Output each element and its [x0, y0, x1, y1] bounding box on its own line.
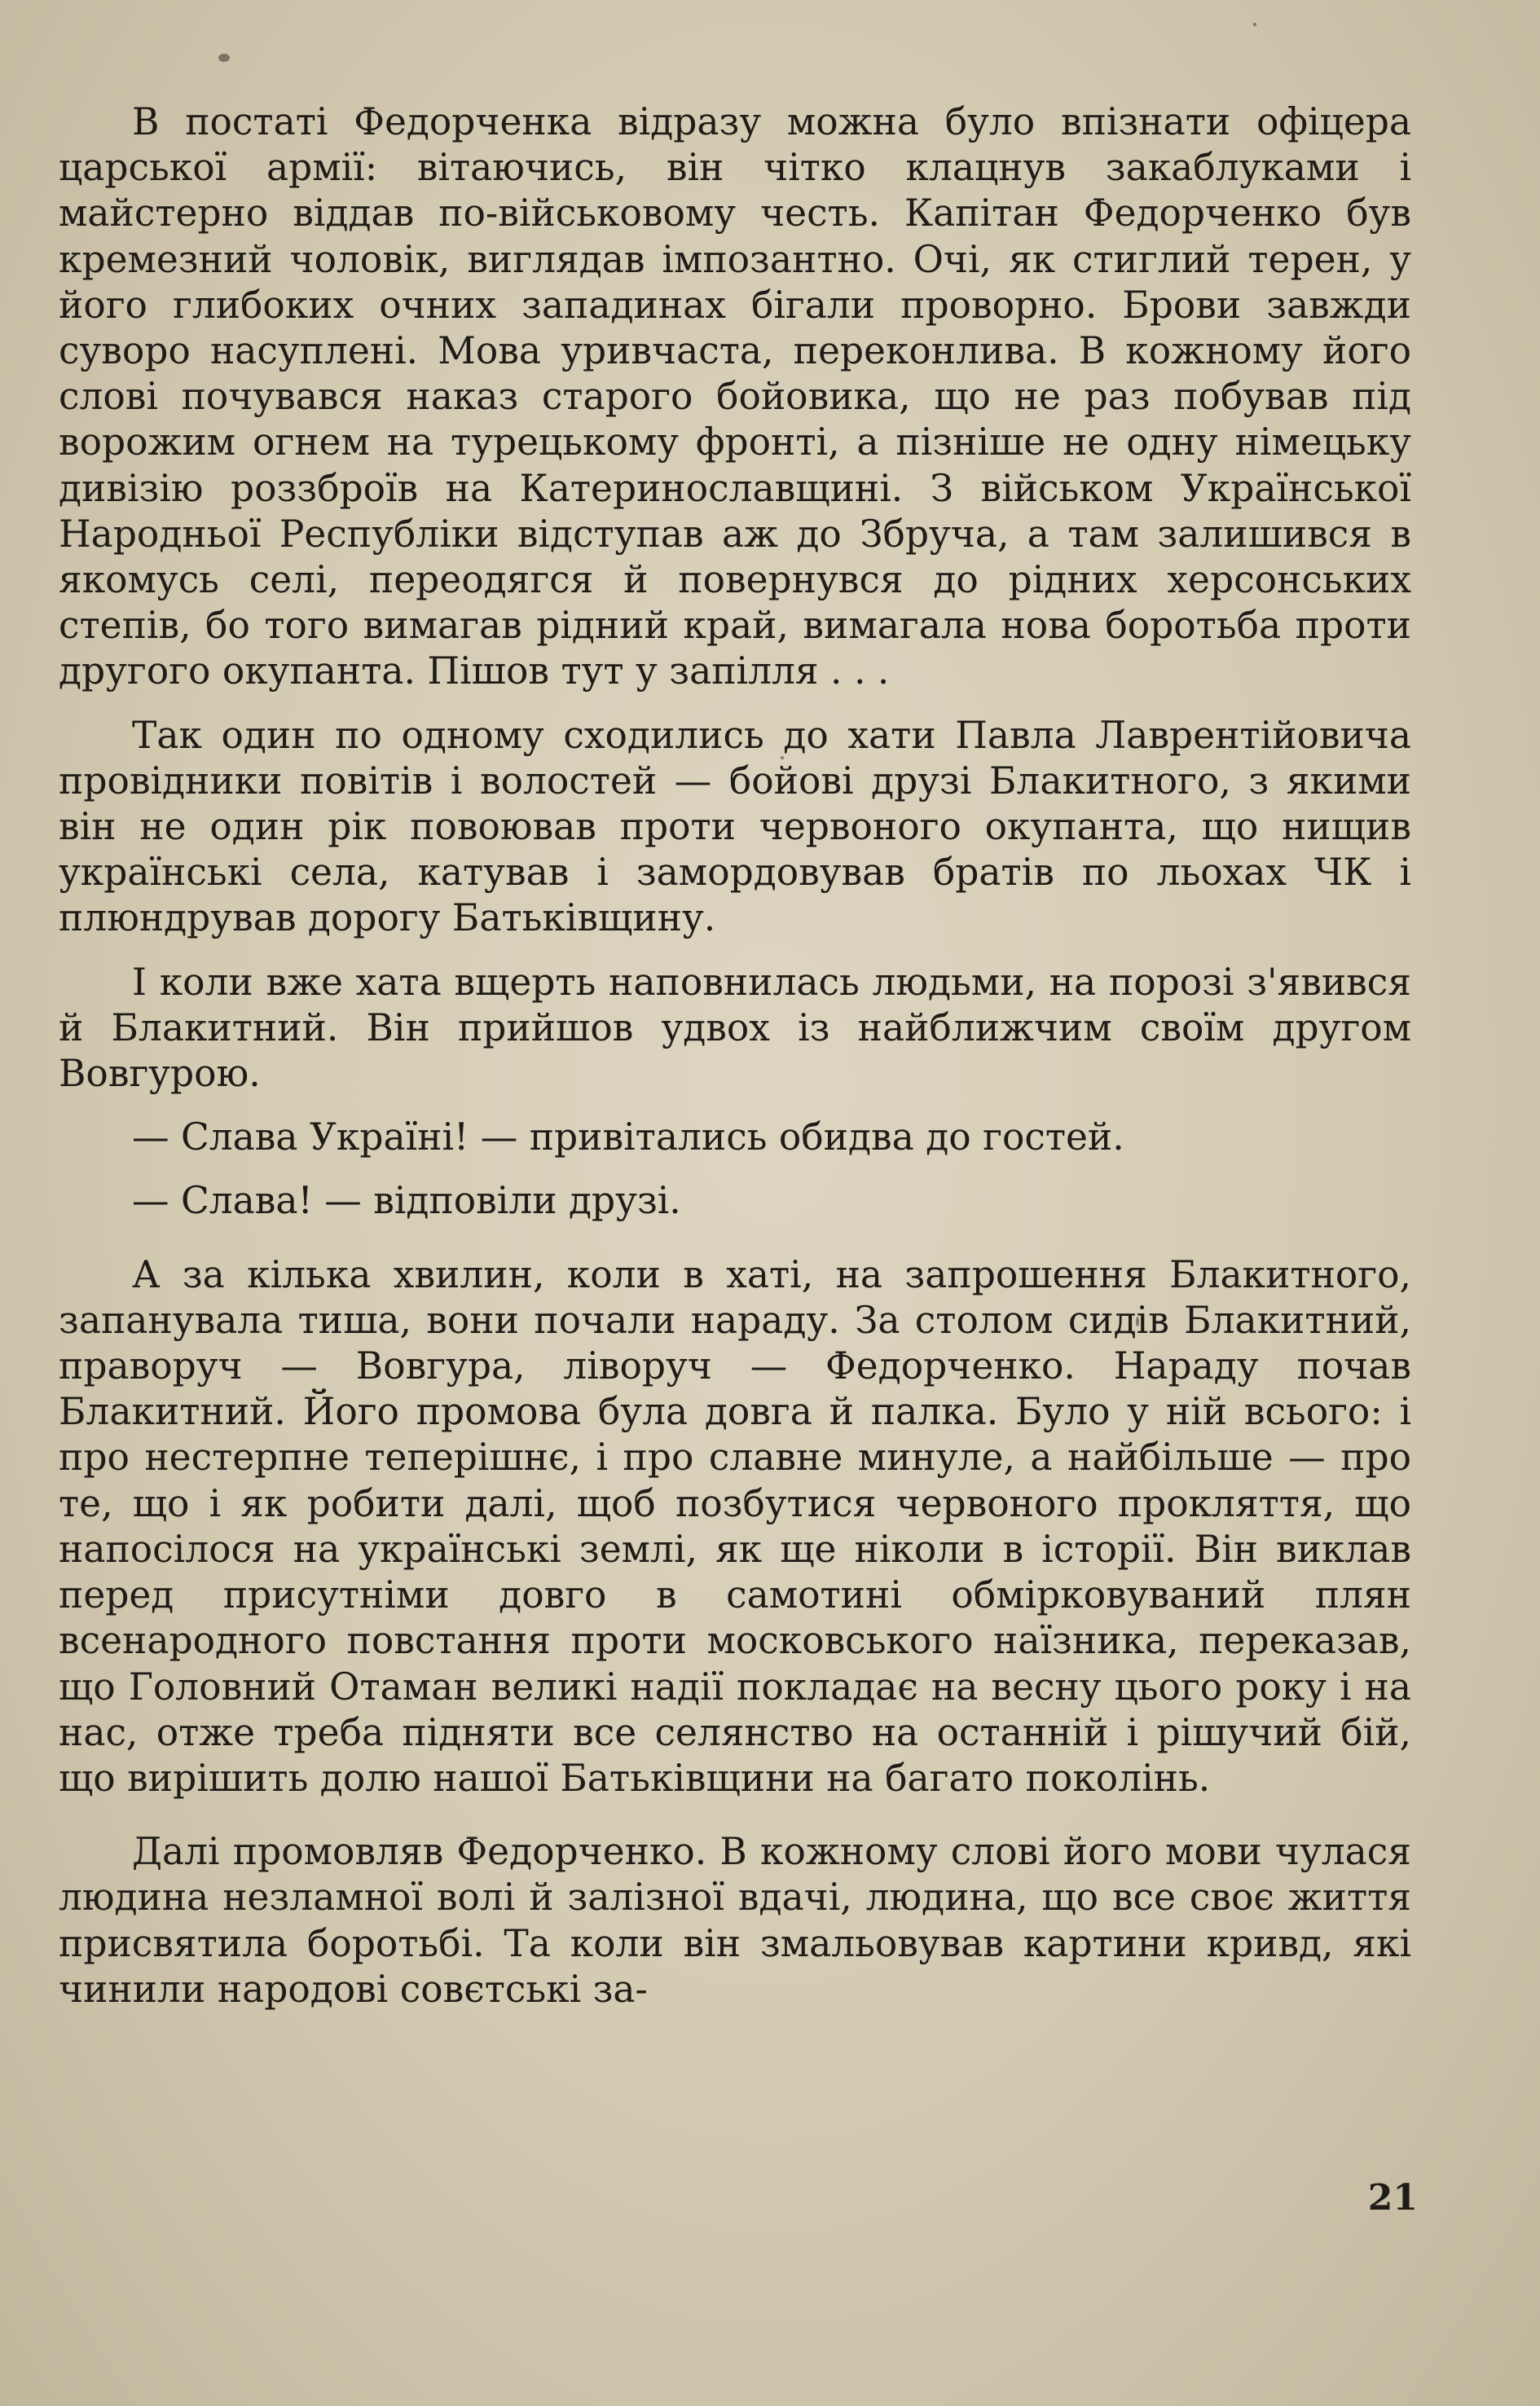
paragraph: Так один по одному сходились до хати Павла Лаврентійовича провідники повітів і волостей — бойові друзі Блакитного, з якими він не один рік повоював проти червоного окупанта, що нищив українські села, катував і замордовував братів по льохах ЧК і плюндрував дорогу Батьківщину.: [59, 713, 1411, 940]
paragraph: Далі промовляв Федорченко. В кожному слові його мови чулася людина незламної волі й залізної вдачі, людина, що все своє життя присвятила боротьбі. Та коли він змальовував картини кривд, які чинили народові совєтські за-: [59, 1830, 1411, 2011]
ink-speck: [218, 54, 230, 62]
dialogue-line: — Слава! — відповіли друзі.: [132, 1179, 681, 1223]
paragraph: В постаті Федорченка відразу можна було впізнати офіцера царської армії: вітаючись, він чітко клацнув закаблуками і майстерно віддав по-військовому честь. Капітан Федорченко був кремезний чоловік, виглядав імпозантно. Очі, як стиглий терен, у його глибоких очних западинах бігали проворно. Брови завжди суворо насуплені. Мова уривчаста, переконлива. В кожному його слові почувався наказ старого бойовика, що не раз побував під ворожим огнем на турецькому фронті, а пізніше не одну німецьку дивізію роззброїв на Катеринославщині. З військом Української Народньої Республіки відступав аж до Збруча, а там залишився в якомусь селі, переодягся й повернувся до рідних херсонських степів, бо того вимагав рідний край, вимагала нова боротьба проти другого окупанта. Пішов тут у запілля . . .: [59, 100, 1411, 693]
paragraph: А за кілька хвилин, коли в хаті, на запрошення Блакитного, запанувала тиша, вони почали нараду. За столом сидів Блакитний, праворуч — Вовгура, ліворуч — Федорченко. Нараду почав Блакитний. Його промова була довга й палка. Було у ній всього: і про нестерпне теперішнє, і про славне минуле, а найбільше — про те, що і як робити далі, щоб позбутися червоного прокляття, що напосілося на українські землі, як ще ніколи в історії. Він виклав перед присутніми довго в самотині обмірковуваний плян всенародного повстання проти московського наїзника, переказав, що Головний Отаман великі надії покладає на весну цього року і на нас, отже треба підняти все селянство на останній і рішучий бій, що вирішить долю нашої Батьківщини на багато поколінь.: [59, 1252, 1411, 1800]
ink-speck: [1253, 23, 1256, 26]
body-text: [59, 99, 1411, 2012]
dialogue-line: — Слава Україні! — привітались обидва до гостей.: [132, 1115, 1124, 1159]
page-number: 21: [1367, 2177, 1418, 2219]
paragraph: І коли вже хата вщерть наповнилась людьми, на порозі з'явився й Блакитний. Він прийшов удвох із найближчим своїм другом Вовгурою.: [59, 960, 1411, 1096]
